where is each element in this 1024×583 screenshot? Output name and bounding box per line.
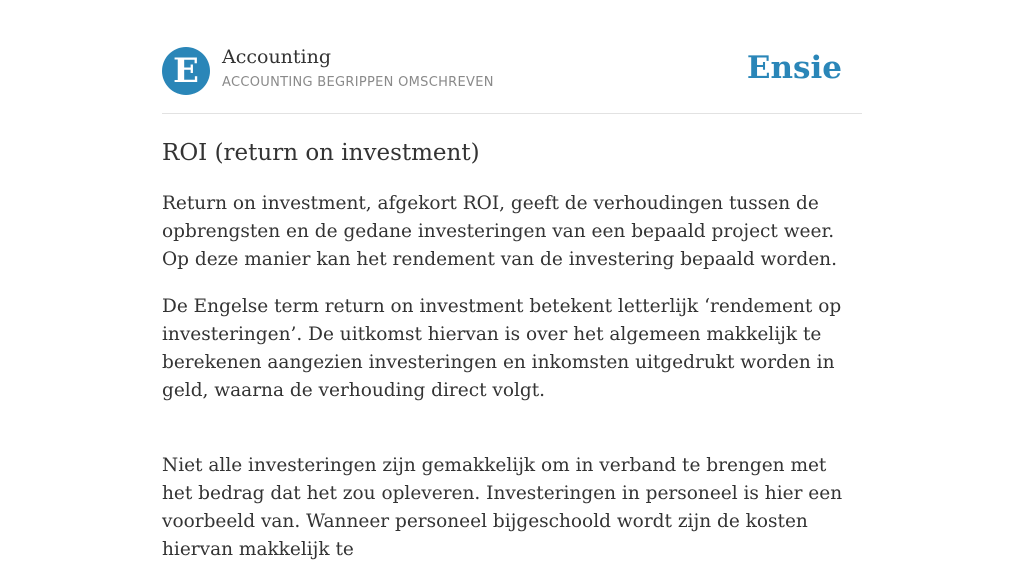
site-title-link[interactable]: Accounting	[222, 46, 332, 68]
site-subtitle: ACCOUNTING BEGRIPPEN OMSCHREVEN	[222, 75, 494, 90]
ensie-brand-link[interactable]: Ensie	[746, 50, 842, 86]
article-paragraph-1: Return on investment, afgekort ROI, geeft de verhoudingen tussen de opbrengsten en de gedane investeringen van een bepaald project weer. Op deze manier kan het rendement van de investering bepaald worden.	[162, 193, 837, 270]
site-header	[162, 45, 862, 114]
article-content	[162, 136, 862, 583]
article-paragraph-2: De Engelse term return on investment betekent letterlijk ‘rendement op investeringen’. De uitkomst hiervan is over het algemeen makkelijk te berekenen aangezien investeringen en inkomsten uitgedrukt worden in geld, waarna de verhouding direct volgt.	[162, 296, 842, 401]
article-title: ROI (return on investment)	[162, 140, 480, 166]
paragraph-spacer	[162, 424, 862, 452]
article-paragraph-3: Niet alle investeringen zijn gemakkelijk om in verband te brengen met het bedrag dat het zou opleveren. Investeringen in personeel is hier een voorbeeld van. Wanneer personeel bijgeschoold wordt zijn de kosten hiervan makkelijk te	[162, 455, 843, 560]
site-logo-icon[interactable]: E	[162, 47, 210, 95]
